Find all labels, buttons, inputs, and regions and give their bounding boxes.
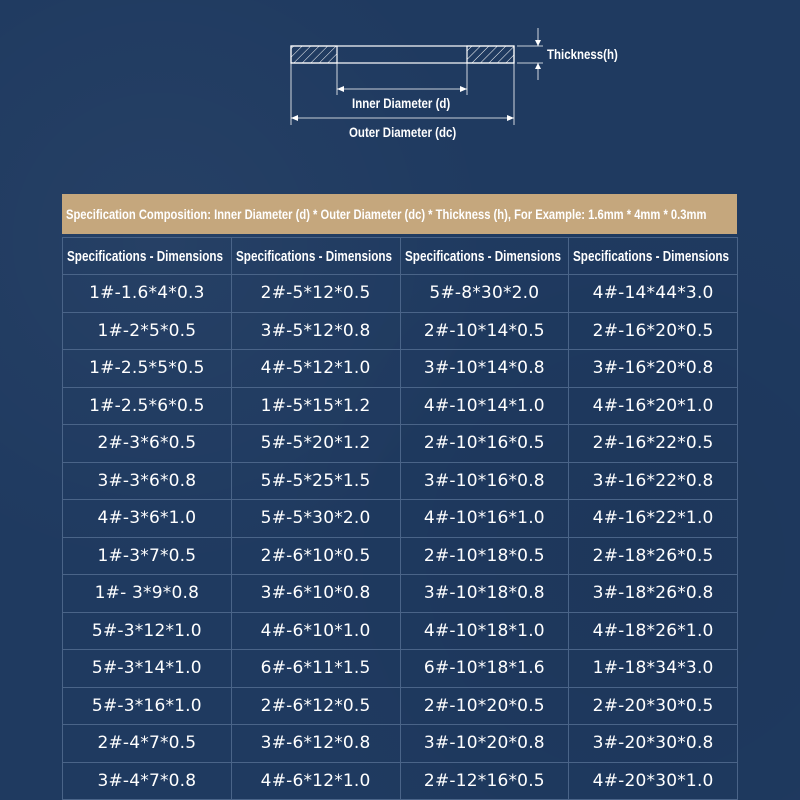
table-cell: 4#-5*12*1.0	[231, 350, 400, 388]
table-cell: 5#-3*14*1.0	[63, 650, 232, 688]
table-cell: 3#-16*22*0.8	[569, 462, 738, 500]
table-row	[63, 575, 738, 613]
table-cell: 4#-14*44*3.0	[569, 275, 738, 313]
table-cell: 2#-4*7*0.5	[63, 725, 232, 763]
table-row	[63, 275, 738, 313]
washer-left-section	[291, 46, 337, 63]
table-cell: 2#-10*20*0.5	[400, 687, 569, 725]
table-cell: 4#-10*18*1.0	[400, 612, 569, 650]
table-cell: 3#-18*26*0.8	[569, 575, 738, 613]
table-row	[63, 312, 738, 350]
table-cell: 5#-5*30*2.0	[231, 500, 400, 538]
table-cell: 3#-10*16*0.8	[400, 462, 569, 500]
table-cell: 4#-16*20*1.0	[569, 387, 738, 425]
table-cell: 2#-10*18*0.5	[400, 537, 569, 575]
table-row	[63, 762, 738, 800]
table-cell: 2#-10*14*0.5	[400, 312, 569, 350]
inner-diameter-label: Inner Diameter (d)	[352, 95, 451, 111]
table-cell: 2#-16*22*0.5	[569, 425, 738, 463]
table-cell: 1#-5*15*1.2	[231, 387, 400, 425]
table-cell: 2#-6*12*0.5	[231, 687, 400, 725]
table-cell: 4#-6*12*1.0	[231, 762, 400, 800]
table-cell: 3#-10*20*0.8	[400, 725, 569, 763]
table-body	[63, 275, 738, 800]
table-row	[63, 725, 738, 763]
column-header: Specifications - Dimensions	[63, 238, 232, 275]
table-cell: 3#-10*18*0.8	[400, 575, 569, 613]
table-cell: 1#-2*5*0.5	[63, 312, 232, 350]
table-cell: 2#-20*30*0.5	[569, 687, 738, 725]
table-cell: 2#-12*16*0.5	[400, 762, 569, 800]
thickness-label: Thickness(h)	[547, 46, 618, 62]
table-row	[63, 500, 738, 538]
table-cell: 2#-10*16*0.5	[400, 425, 569, 463]
table-cell: 4#-16*22*1.0	[569, 500, 738, 538]
table-cell: 4#-10*16*1.0	[400, 500, 569, 538]
outer-diameter-label: Outer Diameter (dc)	[349, 124, 457, 140]
table-row	[63, 462, 738, 500]
table-cell: 5#-5*25*1.5	[231, 462, 400, 500]
table-cell: 3#-16*20*0.8	[569, 350, 738, 388]
table-cell: 3#-6*10*0.8	[231, 575, 400, 613]
table-cell: 2#-18*26*0.5	[569, 537, 738, 575]
table-header-row	[63, 238, 738, 275]
table-cell: 4#-18*26*1.0	[569, 612, 738, 650]
table-cell: 4#-3*6*1.0	[63, 500, 232, 538]
table-cell: 2#-5*12*0.5	[231, 275, 400, 313]
table-cell: 2#-6*10*0.5	[231, 537, 400, 575]
table-cell: 1#-3*7*0.5	[63, 537, 232, 575]
specification-banner	[62, 194, 737, 234]
table-cell: 1#-2.5*6*0.5	[63, 387, 232, 425]
table-cell: 3#-20*30*0.8	[569, 725, 738, 763]
table-cell: 6#-10*18*1.6	[400, 650, 569, 688]
table-row	[63, 612, 738, 650]
table-cell: 5#-5*20*1.2	[231, 425, 400, 463]
table-cell: 6#-6*11*1.5	[231, 650, 400, 688]
column-header: Specifications - Dimensions	[400, 238, 569, 275]
table-cell: 5#-8*30*2.0	[400, 275, 569, 313]
table-cell: 1#- 3*9*0.8	[63, 575, 232, 613]
table-cell: 4#-6*10*1.0	[231, 612, 400, 650]
table-row	[63, 350, 738, 388]
table-cell: 3#-5*12*0.8	[231, 312, 400, 350]
table-cell: 1#-18*34*3.0	[569, 650, 738, 688]
washer-diagram	[0, 0, 800, 190]
table-row	[63, 650, 738, 688]
specification-banner-text: Specification Composition: Inner Diameter (d) * Outer Diameter (dc) * Thickness (h), For Example: 1.6mm * 4mm * 0.3mm	[66, 206, 707, 222]
table-cell: 4#-10*14*1.0	[400, 387, 569, 425]
column-header: Specifications - Dimensions	[569, 238, 738, 275]
table-row	[63, 425, 738, 463]
table-cell: 1#-2.5*5*0.5	[63, 350, 232, 388]
column-header: Specifications - Dimensions	[231, 238, 400, 275]
table-cell: 5#-3*16*1.0	[63, 687, 232, 725]
table-cell: 2#-16*20*0.5	[569, 312, 738, 350]
table-cell: 2#-3*6*0.5	[63, 425, 232, 463]
table-cell: 3#-6*12*0.8	[231, 725, 400, 763]
specification-table	[62, 237, 738, 800]
table-cell: 1#-1.6*4*0.3	[63, 275, 232, 313]
table-cell: 3#-10*14*0.8	[400, 350, 569, 388]
table-cell: 3#-4*7*0.8	[63, 762, 232, 800]
table-row	[63, 537, 738, 575]
table-cell: 4#-20*30*1.0	[569, 762, 738, 800]
table-row	[63, 687, 738, 725]
table-cell: 5#-3*12*1.0	[63, 612, 232, 650]
table-row	[63, 387, 738, 425]
table-cell: 3#-3*6*0.8	[63, 462, 232, 500]
washer-right-section	[467, 46, 514, 63]
